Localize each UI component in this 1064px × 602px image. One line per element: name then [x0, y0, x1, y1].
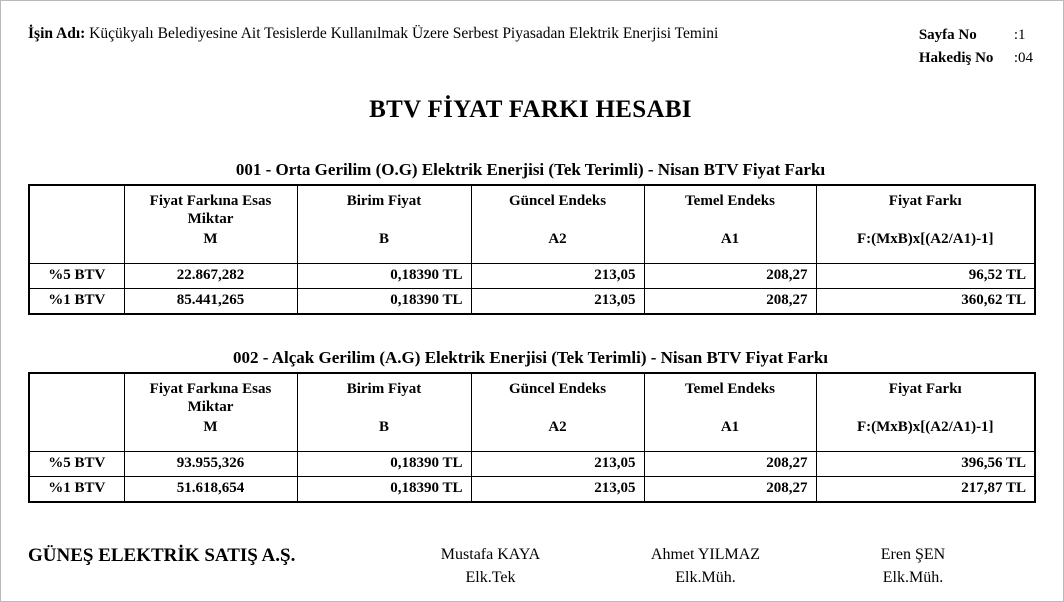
signer-list — [383, 543, 1033, 589]
signer-name: Eren ŞEN — [880, 545, 946, 563]
section-002 — [28, 348, 1033, 503]
column-header-miktar — [124, 373, 297, 452]
section-001 — [28, 160, 1033, 315]
page-no-value: :1 — [1013, 27, 1026, 43]
column-header-guncel-endeks-text: Güncel Endeks — [508, 193, 607, 209]
cell-birim-fiyat: 0,18390 TL — [297, 452, 471, 477]
column-header-fiyat-farki-formula: F:(MxB)x[(A2/A1)-1] — [856, 418, 994, 435]
column-header-temel-endeks — [644, 185, 816, 264]
column-header-temel-endeks-symbol: A1 — [720, 418, 740, 435]
page-title: BTV FİYAT FARKI HESABI — [369, 96, 692, 123]
section-title: 002 - Alçak Gerilim (A.G) Elektrik Enerjisi (Tek Terimli) - Nisan BTV Fiyat Farkı — [233, 348, 828, 367]
signer-name: Mustafa KAYA — [440, 545, 541, 563]
cell-temel-endeks: 208,27 — [644, 289, 816, 315]
column-header-fiyat-farki — [816, 185, 1035, 264]
column-header-temel-endeks-symbol: A1 — [720, 230, 740, 247]
signer-block — [813, 543, 1013, 589]
table-row — [29, 289, 1035, 315]
table-header-row — [29, 373, 1035, 452]
cell-row-label: %1 BTV — [29, 289, 124, 315]
column-header-fiyat-farki-text: Fiyat Farkı — [888, 193, 962, 209]
column-header-birim-fiyat — [297, 185, 471, 264]
column-header-fiyat-farki-text: Fiyat Farkı — [888, 381, 962, 397]
company-name: GÜNEŞ ELEKTRİK SATIŞ A.Ş. — [28, 544, 296, 566]
cell-guncel-endeks: 213,05 — [471, 264, 644, 289]
signer-role: Elk.Müh. — [675, 568, 736, 586]
table-header-row — [29, 185, 1035, 264]
column-header-birim-fiyat-text: Birim Fiyat — [346, 193, 422, 209]
column-header-temel-endeks-text: Temel Endeks — [685, 381, 775, 397]
progress-no-label: Hakediş No — [918, 49, 994, 66]
column-header-temel-endeks — [644, 373, 816, 452]
cell-row-label: %5 BTV — [29, 452, 124, 477]
column-header-guncel-endeks — [471, 373, 644, 452]
column-header-fiyat-farki-formula: F:(MxB)x[(A2/A1)-1] — [856, 230, 994, 247]
cell-fiyat-farki: 396,56 TL — [816, 452, 1035, 477]
cell-fiyat-farki: 96,52 TL — [816, 264, 1035, 289]
cell-row-label: %1 BTV — [29, 477, 124, 503]
column-header-birim-fiyat-symbol: B — [378, 230, 389, 247]
cell-birim-fiyat: 0,18390 TL — [297, 289, 471, 315]
column-header-fiyat-farki — [816, 373, 1035, 452]
signer-block — [598, 543, 813, 589]
column-header-birim-fiyat-symbol: B — [378, 418, 389, 435]
signer-role: Elk.Tek — [465, 568, 516, 586]
table-row — [29, 264, 1035, 289]
cell-miktar: 22.867,282 — [124, 264, 297, 289]
job-name-label: İşin Adı: — [28, 25, 86, 42]
column-header-miktar-text: Fiyat Farkına Esas Miktar — [149, 381, 272, 416]
column-header-guncel-endeks-symbol: A2 — [548, 418, 567, 435]
cell-guncel-endeks: 213,05 — [471, 289, 644, 315]
cell-guncel-endeks: 213,05 — [471, 477, 644, 503]
column-header-miktar-symbol: M — [203, 230, 218, 247]
column-header-miktar-symbol: M — [203, 418, 218, 435]
page-no-label: Sayfa No — [918, 27, 977, 43]
cell-fiyat-farki: 360,62 TL — [816, 289, 1035, 315]
column-header-corner — [29, 185, 124, 264]
column-header-miktar-text: Fiyat Farkına Esas Miktar — [149, 193, 272, 228]
section-title: 001 - Orta Gerilim (O.G) Elektrik Enerjisi (Tek Terimli) - Nisan BTV Fiyat Farkı — [235, 160, 826, 179]
cell-temel-endeks: 208,27 — [644, 452, 816, 477]
cell-temel-endeks: 208,27 — [644, 477, 816, 503]
job-name-value: Küçükyalı Belediyesine Ait Tesislerde Kullanılmak Üzere Serbest Piyasadan Elektrik Enerjisi Temini — [89, 25, 719, 42]
page-content — [1, 1, 1063, 601]
column-header-birim-fiyat-text: Birim Fiyat — [346, 381, 422, 397]
column-header-guncel-endeks-symbol: A2 — [548, 230, 567, 247]
signature-footer — [28, 543, 1033, 589]
column-header-guncel-endeks — [471, 185, 644, 264]
table-row — [29, 477, 1035, 503]
column-header-birim-fiyat — [297, 373, 471, 452]
price-difference-table — [28, 184, 1036, 315]
column-header-miktar — [124, 185, 297, 264]
cell-row-label: %5 BTV — [29, 264, 124, 289]
column-header-corner — [29, 373, 124, 452]
page-no-row — [919, 24, 1033, 47]
cell-birim-fiyat: 0,18390 TL — [297, 264, 471, 289]
table-row — [29, 452, 1035, 477]
cell-guncel-endeks: 213,05 — [471, 452, 644, 477]
cell-miktar: 93.955,326 — [124, 452, 297, 477]
job-name-block — [28, 23, 773, 45]
document-header — [28, 23, 1033, 69]
document-meta — [919, 24, 1033, 69]
column-header-temel-endeks-text: Temel Endeks — [685, 193, 775, 209]
signer-block — [383, 543, 598, 589]
cell-fiyat-farki: 217,87 TL — [816, 477, 1035, 503]
cell-temel-endeks: 208,27 — [644, 264, 816, 289]
cell-birim-fiyat: 0,18390 TL — [297, 477, 471, 503]
signer-role: Elk.Müh. — [882, 568, 944, 586]
price-difference-table — [28, 372, 1036, 503]
progress-no-row — [919, 47, 1033, 70]
cell-miktar: 51.618,654 — [124, 477, 297, 503]
cell-miktar: 85.441,265 — [124, 289, 297, 315]
signer-name: Ahmet YILMAZ — [650, 545, 761, 563]
column-header-guncel-endeks-text: Güncel Endeks — [508, 381, 607, 397]
progress-no-value: :04 — [1013, 49, 1033, 66]
